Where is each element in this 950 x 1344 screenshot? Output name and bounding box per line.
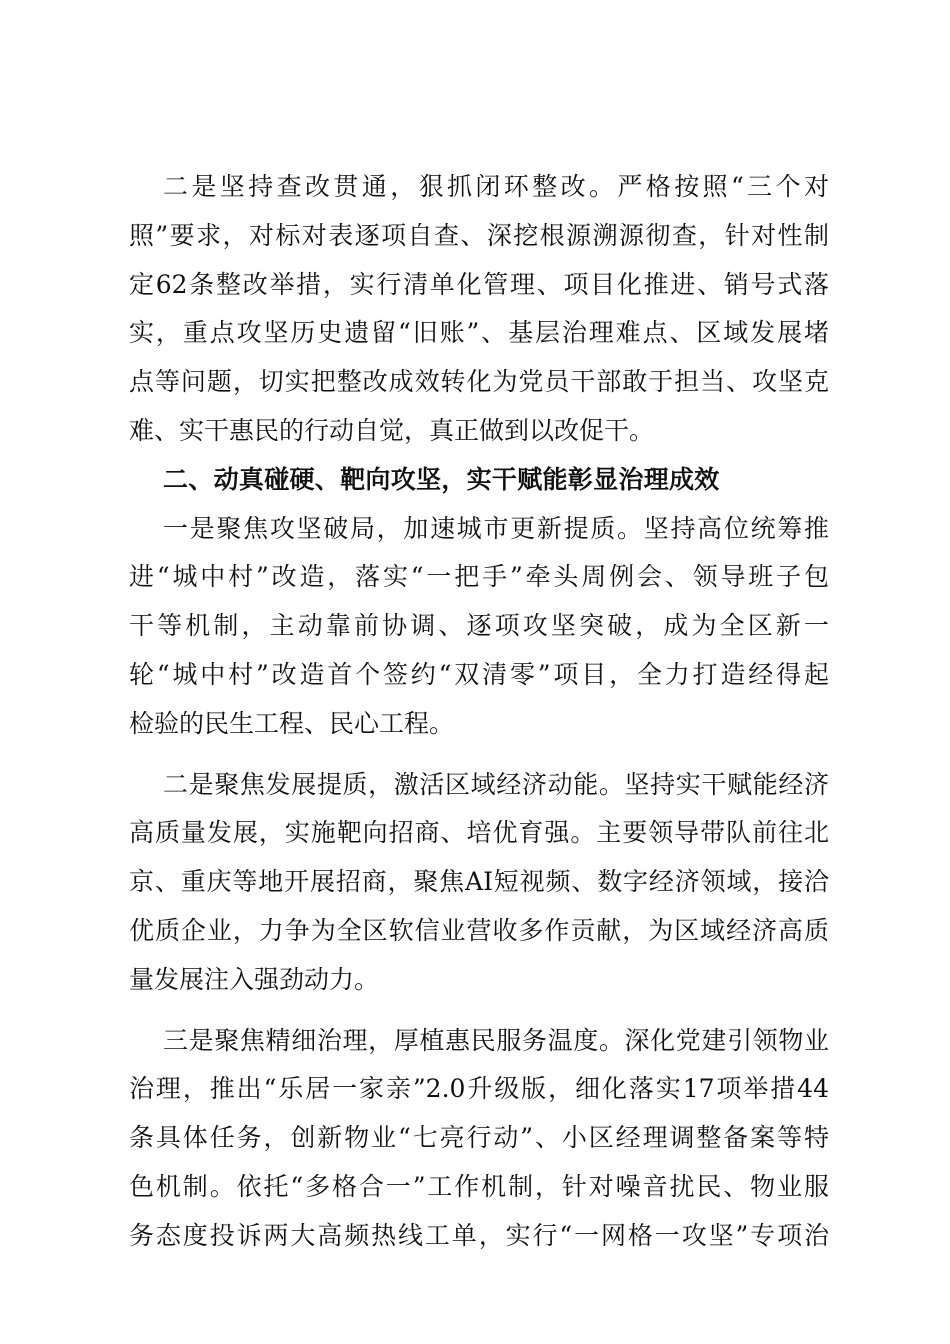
- text-line: 干等机制，主动靠前协调、逐项攻坚突破，成为全区新一: [129, 611, 829, 641]
- document-body: [129, 163, 829, 1261]
- text-line: 京、重庆等地开展招商，聚焦AI短视频、数字经济领域，接洽: [129, 867, 829, 897]
- text-line: 优质企业，力争为全区软信业营收多作贡献，为区域经济高质: [129, 915, 829, 945]
- paragraph-fine-governance: [129, 1017, 829, 1261]
- paragraph-urban-renewal: [129, 505, 829, 749]
- section-heading: 二、动真碰硬、靶向攻坚，实干赋能彰显治理成效: [163, 464, 720, 494]
- text-line: 定62条整改举措，实行清单化管理、项目化推进、销号式落: [129, 269, 829, 299]
- text-line: 治理，推出“乐居一家亲”2.0升级版，细化落实17项举措44: [129, 1074, 829, 1104]
- text-line: 高质量发展，实施靶向招商、培优育强。主要领导带队前往北: [129, 818, 829, 848]
- paragraph-closed-loop-rectification: [129, 163, 829, 456]
- text-line: 务态度投诉两大高频热线工单，实行“一网格一攻坚”专项治: [129, 1220, 829, 1250]
- text-line: 三是聚焦精细治理，厚植惠民服务温度。深化党建引领物业: [163, 1025, 829, 1055]
- text-line: 一是聚焦攻坚破局，加速城市更新提质。坚持高位统筹推: [163, 513, 829, 543]
- text-line: 轮“城中村”改造首个签约“双清零”项目，全力打造经得起: [129, 659, 829, 689]
- text-line: 点等问题，切实把整改成效转化为党员干部敢于担当、攻坚克: [129, 367, 829, 397]
- text-line: 实，重点攻坚历史遗留“旧账”、基层治理难点、区域发展堵: [129, 318, 829, 348]
- text-line: 量发展注入强劲动力。: [129, 964, 380, 994]
- paragraph-spacer: [129, 1005, 829, 1017]
- text-line: 难、实干惠民的行动自觉，真正做到以改促干。: [129, 415, 655, 445]
- text-line: 二是聚焦发展提质，激活区域经济动能。坚持实干赋能经济: [163, 769, 829, 799]
- text-line: 检验的民生工程、民心工程。: [129, 708, 455, 738]
- paragraph-economic-development: [129, 761, 829, 1005]
- text-line: 色机制。依托“多格合一”工作机制，针对噪音扰民、物业服: [129, 1171, 829, 1201]
- text-line: 照”要求，对标对表逐项自查、深挖根源溯源彻查，针对性制: [129, 220, 829, 250]
- text-line: 二是坚持查改贯通，狠抓闭环整改。严格按照“三个对: [163, 172, 829, 201]
- paragraph-spacer: [129, 749, 829, 761]
- text-line: 进“城中村”改造，落实“一把手”牵头周例会、领导班子包: [129, 562, 829, 592]
- text-line: 条具体任务，创新物业“七亮行动”、小区经理调整备案等特: [129, 1123, 829, 1153]
